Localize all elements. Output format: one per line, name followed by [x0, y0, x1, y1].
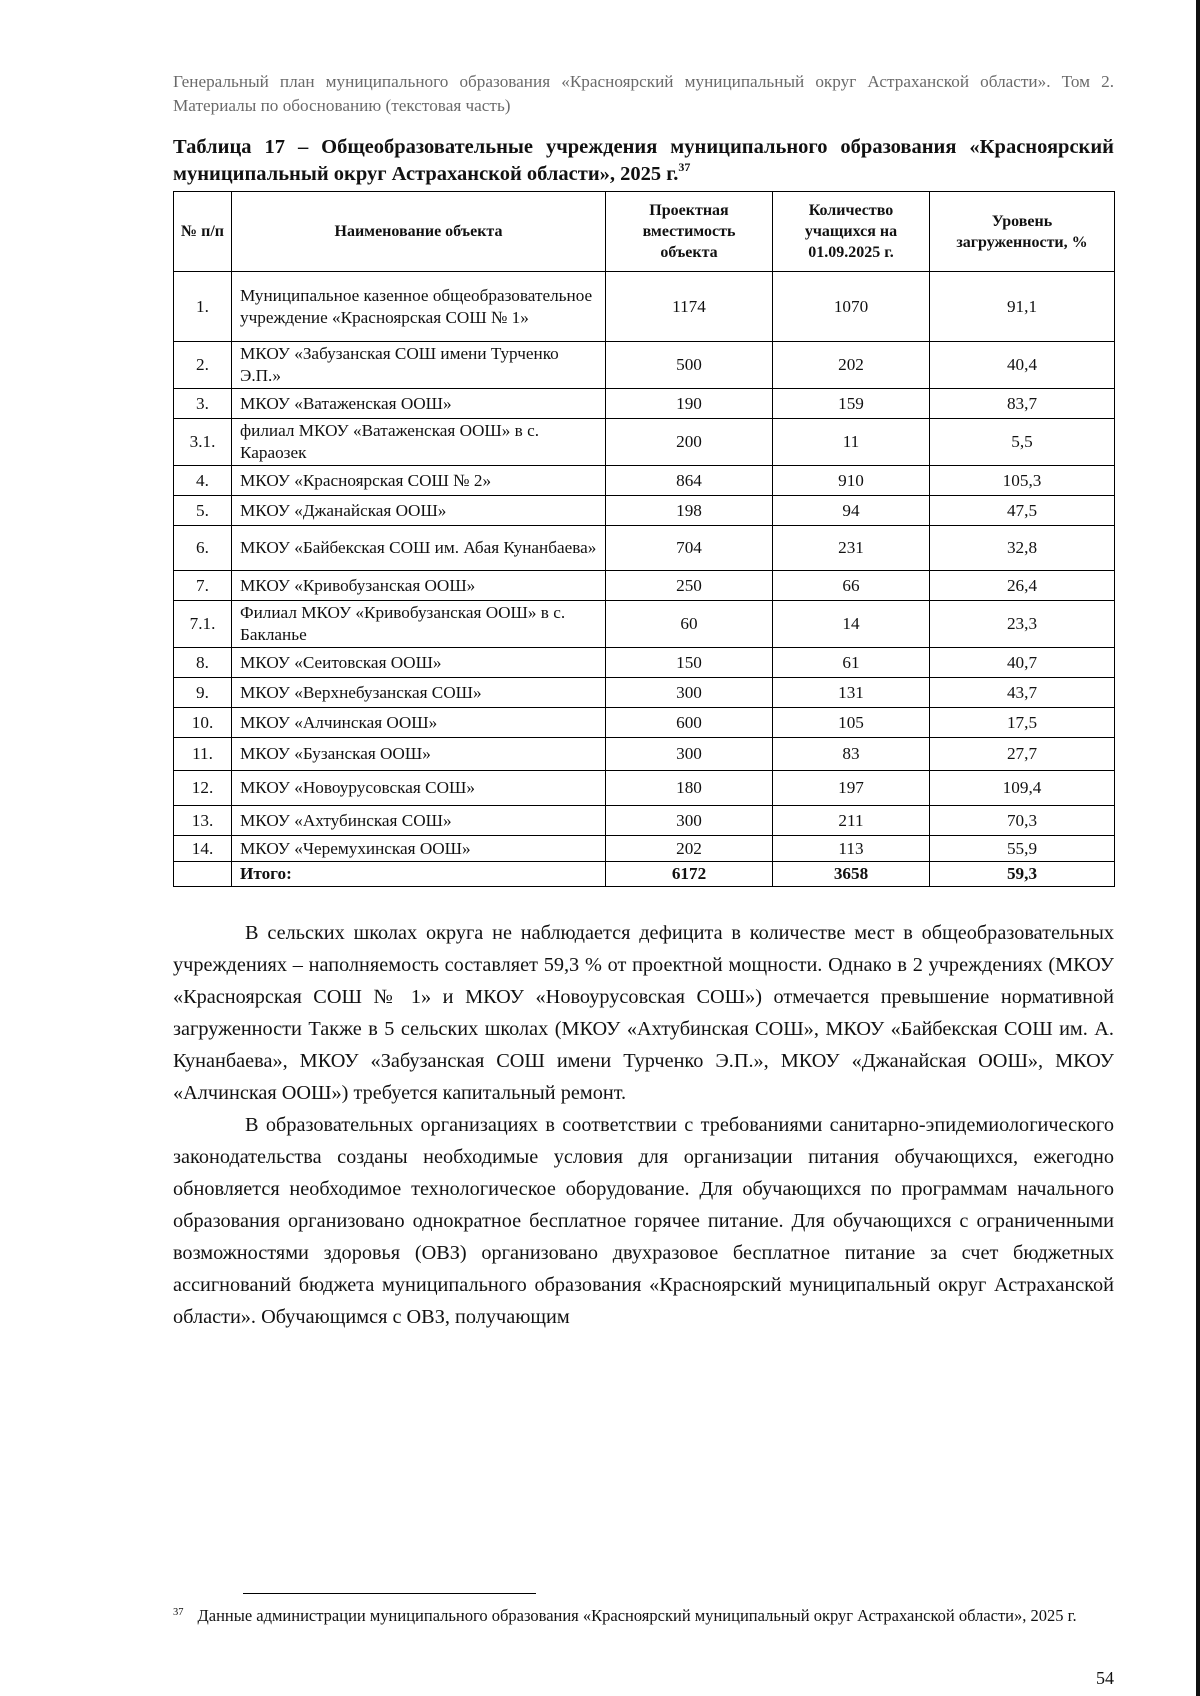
cell-capacity: 300	[606, 738, 773, 771]
table-body	[174, 272, 1115, 887]
cell-students: 3658	[773, 862, 930, 887]
table-row	[174, 806, 1115, 836]
cell-capacity: 300	[606, 678, 773, 708]
cell-number: 7.1.	[174, 601, 232, 648]
cell-number: 10.	[174, 708, 232, 738]
cell-name: МКОУ «Красноярская СОШ № 2»	[232, 466, 606, 496]
running-header: Генеральный план муниципального образования «Красноярский муниципальный округ Астраханской области». Том 2. Материалы по обоснованию (текстовая часть)	[173, 72, 1114, 115]
cell-load: 23,3	[930, 601, 1115, 648]
cell-number: 8.	[174, 648, 232, 678]
cell-name: Филиал МКОУ «Кривобузанская ООШ» в с. Бакланье	[232, 601, 606, 648]
cell-students: 910	[773, 466, 930, 496]
cell-load: 40,7	[930, 648, 1115, 678]
cell-name: Итого:	[232, 862, 606, 887]
cell-capacity: 704	[606, 526, 773, 571]
cell-load: 43,7	[930, 678, 1115, 708]
table-row	[174, 419, 1115, 466]
cell-name: МКОУ «Кривобузанская ООШ»	[232, 571, 606, 601]
footnote-ref: 37	[173, 1607, 184, 1618]
cell-name: МКОУ «Черемухинская ООШ»	[232, 836, 606, 862]
cell-capacity: 150	[606, 648, 773, 678]
body-text	[173, 917, 1114, 1333]
footnote-text: Данные администрации муниципального образования «Красноярский муниципальный округ Астраханской области», 2025 г.	[197, 1606, 1077, 1625]
cell-students: 14	[773, 601, 930, 648]
cell-students: 197	[773, 771, 930, 806]
table-row	[174, 496, 1115, 526]
cell-students: 202	[773, 342, 930, 389]
cell-load: 40,4	[930, 342, 1115, 389]
cell-number: 3.1.	[174, 419, 232, 466]
cell-number: 12.	[174, 771, 232, 806]
cell-name: МКОУ «Новоурусовская СОШ»	[232, 771, 606, 806]
cell-number: 9.	[174, 678, 232, 708]
cell-load: 26,4	[930, 571, 1115, 601]
cell-students: 1070	[773, 272, 930, 342]
cell-load: 5,5	[930, 419, 1115, 466]
table-row	[174, 678, 1115, 708]
cell-name: МКОУ «Джанайская ООШ»	[232, 496, 606, 526]
page-number: 54	[1096, 1668, 1114, 1688]
table-row	[174, 708, 1115, 738]
cell-students: 159	[773, 389, 930, 419]
table-row	[174, 836, 1115, 862]
schools-table	[173, 191, 1115, 887]
cell-students: 94	[773, 496, 930, 526]
cell-students: 211	[773, 806, 930, 836]
table-row	[174, 526, 1115, 571]
cell-name: Муниципальное казенное общеобразовательное учреждение «Красноярская СОШ № 1»	[232, 272, 606, 342]
cell-load: 17,5	[930, 708, 1115, 738]
table-row	[174, 342, 1115, 389]
table-row	[174, 571, 1115, 601]
table-total-row	[174, 862, 1115, 887]
cell-load: 105,3	[930, 466, 1115, 496]
header-students: Количество учащихся на 01.09.2025 г.	[773, 192, 930, 272]
cell-name: МКОУ «Ватаженская ООШ»	[232, 389, 606, 419]
paragraph: В образовательных организациях в соответствии с требованиями санитарно-эпидемиологического законодательства созданы необходимые условия для организации питания обучающихся, ежегодно обновляется необходимое технологическое оборудование. Для обучающихся по программам начального образования организовано однократное бесплатное горячее питание. Для обучающихся с ограниченными возможностями здоровья (ОВЗ) организовано двухразовое бесплатное питание за счет бюджетных ассигнований бюджета муниципального образования «Красноярский муниципальный округ Астраханской области». Обучающимся с ОВЗ, получающим	[173, 1114, 1114, 1328]
cell-load: 83,7	[930, 389, 1115, 419]
cell-name: филиал МКОУ «Ватаженская ООШ» в с. Караозек	[232, 419, 606, 466]
cell-load: 55,9	[930, 836, 1115, 862]
cell-capacity: 200	[606, 419, 773, 466]
cell-students: 61	[773, 648, 930, 678]
cell-load: 70,3	[930, 806, 1115, 836]
cell-capacity: 250	[606, 571, 773, 601]
cell-capacity: 864	[606, 466, 773, 496]
paragraph: В сельских школах округа не наблюдается дефицита в количестве мест в общеобразовательных учреждениях – наполняемость составляет 59,3 % от проектной мощности. Однако в 2 учреждениях (МКОУ «Красноярская СОШ № 1» и МКОУ «Новоурусовская СОШ») отмечается превышение нормативной загруженности Также в 5 сельских школах (МКОУ «Ахтубинская СОШ», МКОУ «Байбекская СОШ им. А. Кунанбаева», МКОУ «Забузанская СОШ имени Турченко Э.П.», МКОУ «Джанайская ООШ», МКОУ «Алчинская ООШ») требуется капитальный ремонт.	[173, 922, 1114, 1104]
cell-load: 47,5	[930, 496, 1115, 526]
cell-load: 59,3	[930, 862, 1115, 887]
cell-number: 13.	[174, 806, 232, 836]
table-row	[174, 648, 1115, 678]
cell-students: 83	[773, 738, 930, 771]
header-load: Уровень загруженности, %	[930, 192, 1115, 272]
table-header-row	[174, 192, 1115, 272]
page-edge-border	[1196, 0, 1200, 1696]
table-caption-footnote-ref: 37	[678, 160, 691, 174]
cell-number: 5.	[174, 496, 232, 526]
cell-name: МКОУ «Ахтубинская СОШ»	[232, 806, 606, 836]
cell-name: МКОУ «Алчинская ООШ»	[232, 708, 606, 738]
cell-capacity: 190	[606, 389, 773, 419]
footnote-separator	[243, 1593, 536, 1594]
cell-number: 2.	[174, 342, 232, 389]
table-row	[174, 466, 1115, 496]
cell-students: 11	[773, 419, 930, 466]
table-row	[174, 272, 1115, 342]
cell-capacity: 202	[606, 836, 773, 862]
header-name: Наименование объекта	[232, 192, 606, 272]
table-row	[174, 601, 1115, 648]
header-capacity: Проектная вместимость объекта	[606, 192, 773, 272]
cell-students: 131	[773, 678, 930, 708]
cell-name: МКОУ «Байбекская СОШ им. Абая Кунанбаева»	[232, 526, 606, 571]
cell-number: 11.	[174, 738, 232, 771]
cell-students: 66	[773, 571, 930, 601]
cell-number: 14.	[174, 836, 232, 862]
cell-capacity: 198	[606, 496, 773, 526]
cell-capacity: 500	[606, 342, 773, 389]
cell-number: 3.	[174, 389, 232, 419]
cell-name: МКОУ «Верхнебузанская СОШ»	[232, 678, 606, 708]
cell-number	[174, 862, 232, 887]
cell-name: МКОУ «Бузанская ООШ»	[232, 738, 606, 771]
cell-capacity: 6172	[606, 862, 773, 887]
cell-capacity: 60	[606, 601, 773, 648]
table-row	[174, 738, 1115, 771]
cell-load: 109,4	[930, 771, 1115, 806]
cell-name: МКОУ «Сеитовская ООШ»	[232, 648, 606, 678]
cell-students: 105	[773, 708, 930, 738]
cell-number: 4.	[174, 466, 232, 496]
cell-number: 1.	[174, 272, 232, 342]
cell-capacity: 300	[606, 806, 773, 836]
table-row	[174, 771, 1115, 806]
cell-number: 6.	[174, 526, 232, 571]
cell-capacity: 600	[606, 708, 773, 738]
document-page	[173, 70, 1114, 1688]
table-caption-text: Таблица 17 – Общеобразовательные учреждения муниципального образования «Красноярский муниципальный округ Астраханской области», 2025 г.	[173, 136, 1114, 185]
cell-name: МКОУ «Забузанская СОШ имени Турченко Э.П.»	[232, 342, 606, 389]
cell-capacity: 180	[606, 771, 773, 806]
cell-capacity: 1174	[606, 272, 773, 342]
cell-students: 113	[773, 836, 930, 862]
cell-load: 91,1	[930, 272, 1115, 342]
footnote	[173, 1604, 1114, 1627]
table-row	[174, 389, 1115, 419]
cell-load: 27,7	[930, 738, 1115, 771]
cell-students: 231	[773, 526, 930, 571]
cell-number: 7.	[174, 571, 232, 601]
cell-load: 32,8	[930, 526, 1115, 571]
header-number: № п/п	[174, 192, 232, 272]
table-caption	[173, 134, 1114, 188]
